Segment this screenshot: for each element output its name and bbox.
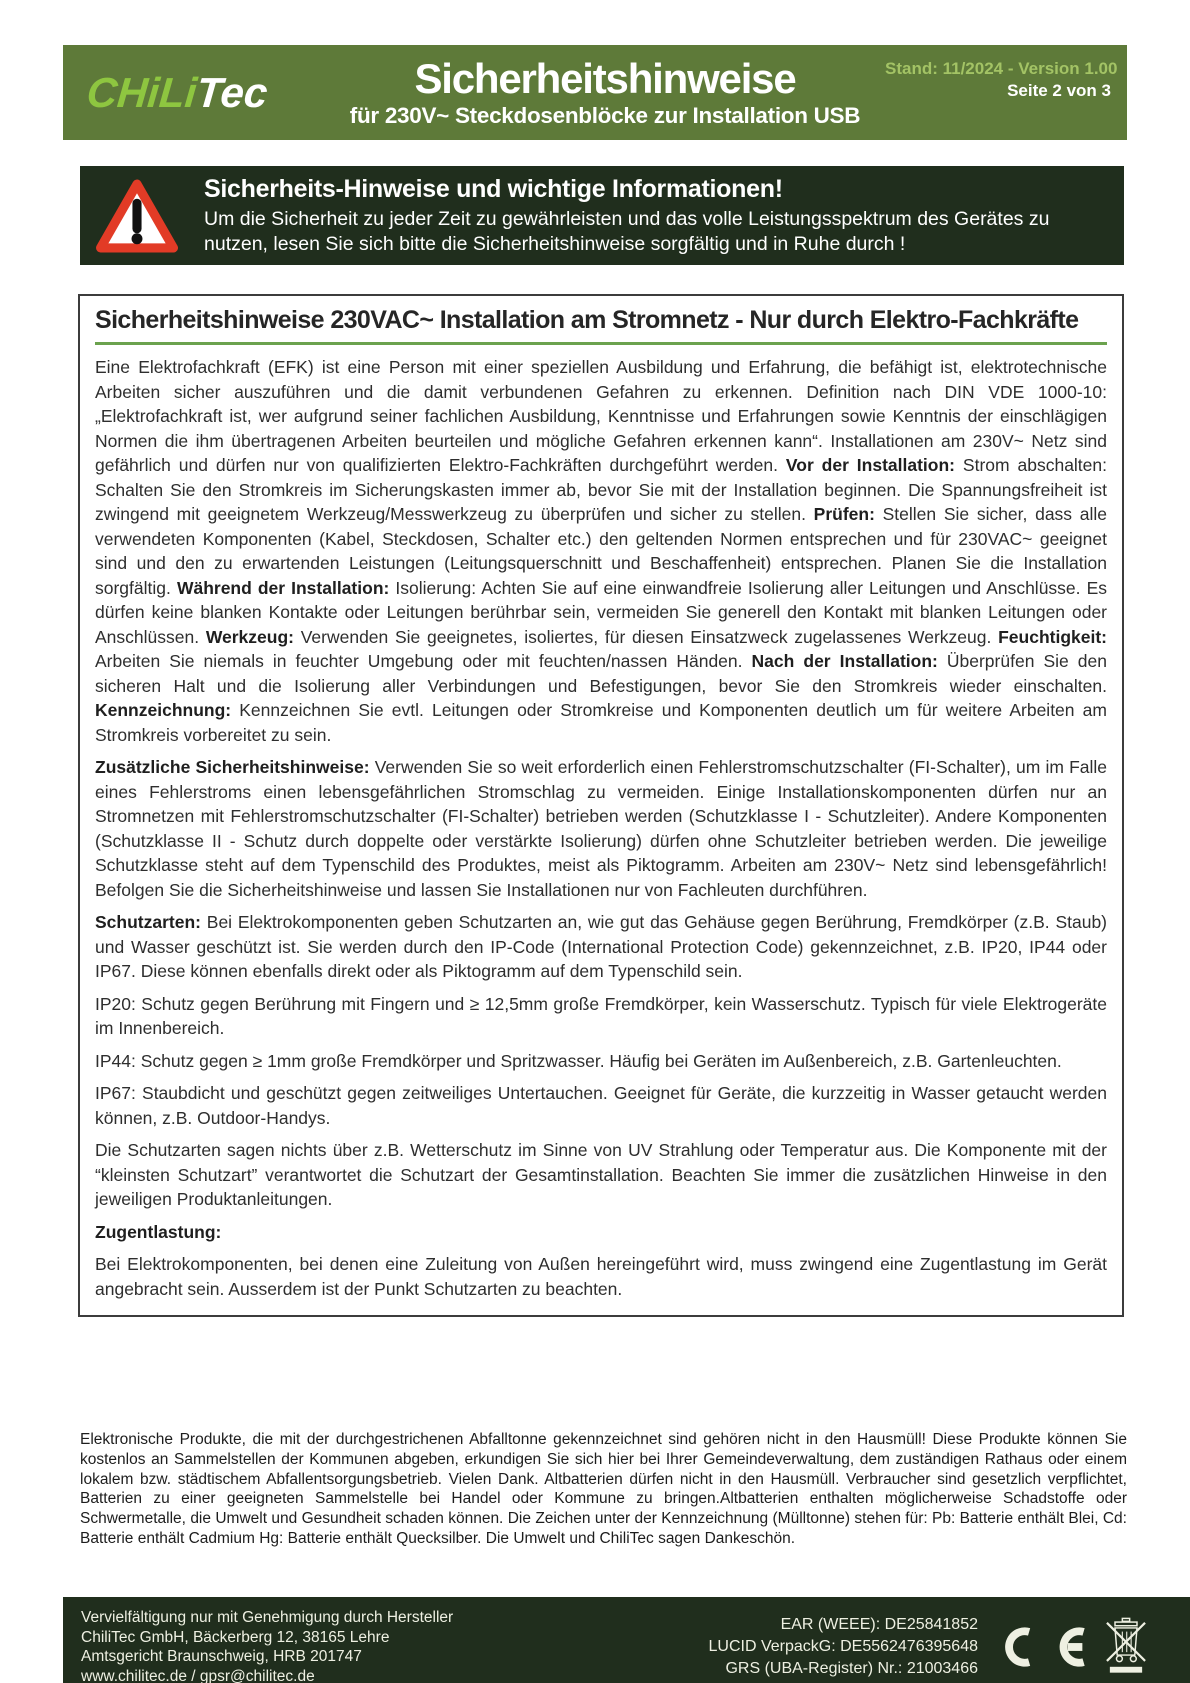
logo-text-green: CHiLi	[84, 68, 199, 116]
header-bar	[63, 45, 1127, 140]
warning-text-block	[204, 175, 1114, 257]
page-title: Sicherheitshinweise	[414, 55, 796, 102]
paragraph: Bei Elektrokomponenten, bei denen eine Zuleitung von Außen hereingeführt wird, muss zwingend eine Zugentlastung im Gerät angebracht sein. Ausserdem ist der Punkt Schutzarten zu beachten.	[95, 1254, 1107, 1299]
version-info: Stand: 11/2024 - Version 1.00	[885, 59, 1118, 78]
page-number: Seite 2 von 3	[1007, 81, 1111, 100]
green-divider	[95, 342, 1107, 345]
paragraph: Zusätzliche Sicherheitshinweise: Verwenden Sie so weit erforderlich einen Fehlerstromschutzschalter (FI-Schalter), um im Falle eines Fehlerstroms einen lebensgefährlichen Stromschlag zu vermeiden. Einige Installationskomponenten dürfen nur an Stromnetzen mit Fehlerstromschutzschalter (FI-Schalter) betrieben werden (Schutzklasse I - Schutzleiter). Andere Komponenten (Schutzklasse II - Schutz durch doppelte oder verstärkte Isolierung) dürfen ohne Schutzleiter betrieben werden. Die jeweilige Schutzklasse steht auf dem Typenschild des Produktes, meist als Piktogramm. Arbeiten am 230V~ Netz sind lebensgefährlich! Befolgen Sie die Sicherheitshinweise und lassen Sie Installationen nur von Fachleuten durchführen.	[95, 757, 1108, 900]
paragraph: IP20: Schutz gegen Berührung mit Fingern und ≥ 12,5mm große Fremdkörper, kein Wasserschutz. Typisch für viele Elektrogeräte im Innenbereich.	[95, 993, 1107, 1038]
header-meta	[885, 45, 1127, 102]
warning-title: Sicherheits-Hinweise und wichtige Informationen!	[204, 174, 783, 203]
header-title-block	[325, 56, 885, 129]
paragraph: IP67: Staubdicht und geschützt gegen zeitweiliges Untertauchen. Geeignet für Geräte, die kurzzeitig in Wasser getaucht werden können, z.B. Outdoor-Handys.	[95, 1083, 1107, 1128]
logo-text-white: Tec	[194, 68, 270, 116]
paragraph: Schutzarten: Bei Elektrokomponenten geben Schutzarten an, wie gut das Gehäuse gegen Berührung, Fremdkörper (z.B. Staub) und Wasser geschützt ist. Sie werden durch den IP-Code (International Protection Code) gekennzeichnet, z.B. IP20, IP44 oder IP67. Diese können ebenfalls direkt oder als Piktogramm auf dem Typenschild sein.	[95, 912, 1107, 981]
body-paragraphs	[95, 355, 1107, 1301]
footer-line: Amtsgericht Braunschweig, HRB 201747	[81, 1648, 362, 1665]
warning-body: Um die Sicherheit zu jeder Zeit zu gewährleisten und das volle Leistungsspektrum des Gerätes zu nutzen, lesen Sie sich bitte die Sicherheitshinweise sorgfältig und in Ruhe durch !	[204, 207, 1050, 255]
warning-banner	[80, 166, 1124, 265]
paragraph: IP44: Schutz gegen ≥ 1mm große Fremdkörper und Spritzwasser. Häufig bei Geräten im Außenbereich, z.B. Gartenleuchten.	[95, 1050, 1062, 1071]
footer-right-lines	[708, 1614, 978, 1680]
footer-left-lines	[81, 1608, 453, 1683]
weee-crossed-bin-icon	[1104, 1614, 1148, 1680]
footer-bar	[63, 1597, 1190, 1683]
disposal-note: Elektronische Produkte, die mit der durchgestrichenen Abfalltonne gekennzeichnet sind gehören nicht in den Hausmüll! Diese Produkte können Sie kostenlos an Sammelstellen der Kommunen abgeben, erkundigen Sie sich hier bei Ihrer Gemeindeverwaltung, dem zuständigen Rathaus oder einem lokalem bzw. städtischem Abfallentsorgungsbetrieb. Vielen Dank. Altbatterien dürfen nicht in den Hausmüll. Verbraucher sind gesetzlich verpflichtet, Batterien zu einer geeigneten Sammelstelle bei Handel oder Kommune zu bringen.Altbatterien enthalten möglicherweise Schadstoffe oder Schwermetalle, die Umwelt und Gesundheit schaden können. Die Zeichen unter der Kennzeichnung (Mülltonne) stehen für: Pb: Batterie enthält Blei, Cd: Batterie enthält Cadmium Hg: Batterie enthält Quecksilber. Die Umwelt und ChiliTec sagen Dankeschön.	[80, 1431, 1127, 1547]
section-heading: Sicherheitshinweise 230VAC~ Installation am Stromnetz - Nur durch Elektro-Fachkräfte	[95, 306, 1079, 334]
page-subtitle: für 230V~ Steckdosenblöcke zur Installation USB	[349, 103, 861, 128]
footer-right-block	[708, 1608, 1148, 1683]
paragraph: Zugentlastung:	[95, 1221, 222, 1242]
footer-line: Vervielfältigung nur mit Genehmigung durch Hersteller	[81, 1609, 454, 1626]
footer-line: www.chilitec.de / gpsr@chilitec.de	[81, 1667, 315, 1683]
footer-line: EAR (WEEE): DE25841852	[780, 1615, 978, 1633]
footer-line: LUCID VerpackG: DE5562476395648	[708, 1637, 978, 1655]
safety-instructions-box	[78, 294, 1124, 1317]
warning-triangle-icon	[96, 174, 178, 258]
paragraph: Die Schutzarten sagen nichts über z.B. Wetterschutz im Sinne von UV Strahlung oder Temperatur aus. Die Komponente mit der “kleinsten Schutzart” verantwortet die Schutzart der Gesamtinstallation. Beachten Sie immer die zusätzlichen Hinweise in den jeweiligen Produktanleitungen.	[95, 1140, 1107, 1209]
footer-line: GRS (UBA-Register) Nr.: 21003466	[725, 1659, 978, 1677]
paragraph: Eine Elektrofachkraft (EFK) ist eine Person mit einer speziellen Ausbildung und Erfahrung, die befähigt ist, elektrotechnische Arbeiten sicher auszuführen und die damit verbundenen Gefahren zu erkennen. Definition nach DIN VDE 1000-10:„Elektrofachkraft ist, wer aufgrund seiner fachlichen Ausbildung, Kenntnisse und Erfahrungen sowie Kenntnis der einschlägigen Normen die ihm übertragenen Arbeiten beurteilen und mögliche Gefahren erkennen kann“. Installationen am 230V~ Netz sind gefährlich und dürfen nur von qualifizierten Elektro-Fachkräften durchgeführt werden. Vor der Installation: Strom abschalten: Schalten Sie den Stromkreis im Sicherungskasten immer ab, bevor Sie mit der Installation beginnen. Die Spannungsfreiheit ist zwingend mit geeignetem Werkzeug/Messwerkzeug zu überprüfen und sicher zu stellen. Prüfen: Stellen Sie sicher, dass alle verwendeten Komponenten (Kabel, Steckdosen, Schalter etc.) den geltenden Normen entsprechen und für 230VAC~ geeignet sind und den zu erwartenden Leistungen (Leitungsquerschnitt und Beschaffenheit) entsprechen. Planen Sie die Installation sorgfältig. Während der Installation: Isolierung: Achten Sie auf eine einwandfreie Isolierung aller Leitungen und Anschlüsse. Es dürfen keine blanken Kontakte oder Leitungen berührbar sein, vermeiden Sie generell den Kontakt mit blanken Leitungen oder Anschlüssen. Werkzeug: Verwenden Sie geeignetes, isoliertes, für diesen Einsatzweck zugelassenes Werkzeug. Feuchtigkeit: Arbeiten Sie niemals in feuchter Umgebung oder mit feuchten/nassen Händen. Nach der Installation: Überprüfen Sie den sicheren Halt und die Isolierung aller Verbindungen und Befestigungen, bevor Sie den Stromkreis wieder einschalten. Kennzeichnung: Kennzeichnen Sie evtl. Leitungen oder Stromkreise und Komponenten deutlich um für weitere Arbeiten am Stromkreis vorbereitet zu sein.	[95, 357, 1108, 745]
footer-line: ChiliTec GmbH, Bäckerberg 12, 38165 Lehre	[81, 1628, 390, 1646]
chilitec-logo	[61, 69, 327, 117]
ce-mark-icon	[994, 1618, 1086, 1676]
